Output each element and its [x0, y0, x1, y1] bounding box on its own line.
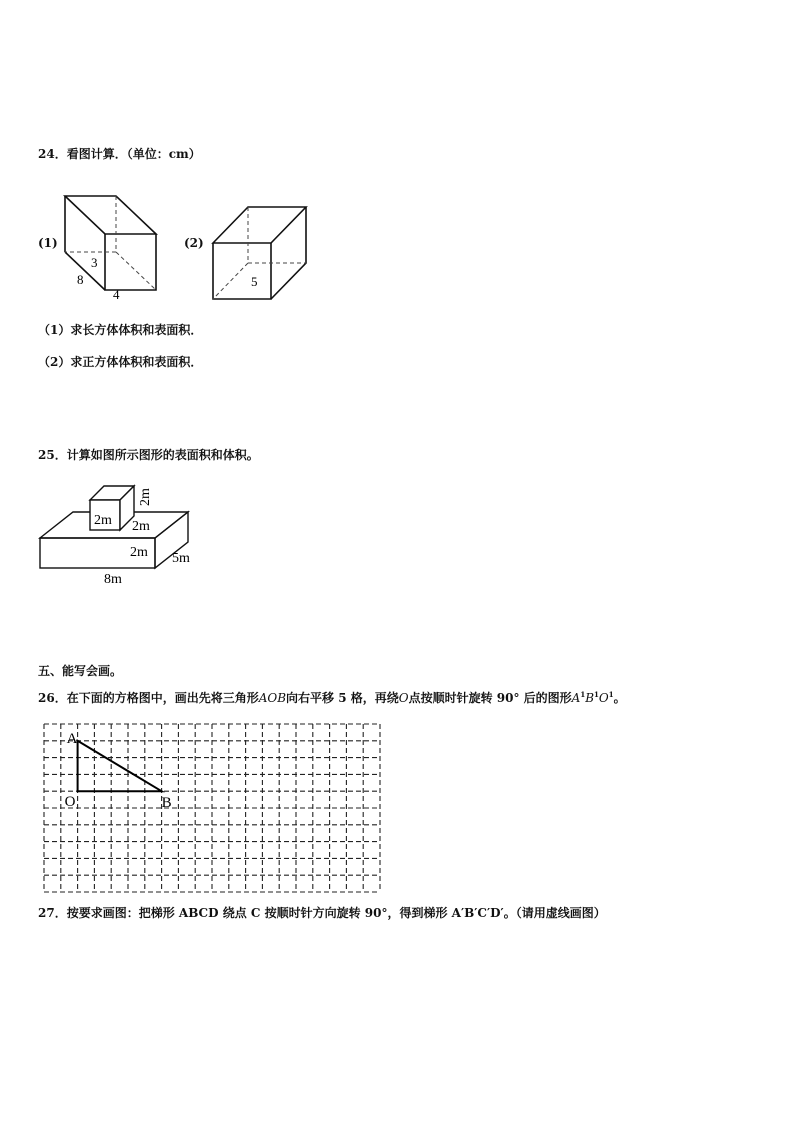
triangle-aob	[78, 741, 162, 791]
q24-title: 24．看图计算．（单位：cm）	[38, 147, 201, 161]
q26-result-b: B	[585, 691, 595, 705]
point-o-label: O	[64, 794, 76, 811]
cuboid-width-label: 4	[113, 287, 120, 302]
top-cube-front-label: 2m	[94, 513, 112, 528]
q27-text: 27．按要求画图：把梯形 ABCD 绕点 C 按顺时针方向旋转 90°，得到梯形 A′B′C′D′。（请用虚线画图）	[38, 906, 606, 920]
q24-sub2: （2）求正方体体积和表面积．	[38, 355, 203, 369]
q26-sup-a: 1	[580, 690, 586, 699]
point-b-label: B	[161, 795, 172, 812]
q24-fig1-label: (1)	[38, 236, 58, 250]
square-grid[interactable]	[40, 720, 386, 890]
q26-end: 。	[613, 691, 626, 705]
q26-text	[38, 688, 626, 705]
bottom-length-label: 8m	[104, 572, 122, 587]
cuboid-height-label: 3	[91, 255, 98, 270]
bottom-height-label: 2m	[130, 545, 148, 560]
cube-figure	[205, 200, 315, 310]
top-cube-height-label: 2m	[138, 488, 153, 506]
q26-text-before: 26．在下面的方格图中，画出先将三角形	[38, 691, 259, 705]
q24-fig2-label: (2)	[184, 236, 204, 250]
q25-title: 25．计算如图所示图形的表面积和体积。	[38, 448, 259, 462]
q26-result-a: A	[571, 691, 581, 705]
q24-sub1: （1）求长方体体积和表面积．	[38, 323, 203, 337]
q26-pivot: O	[398, 691, 409, 705]
top-cube-depth-label: 2m	[132, 519, 150, 534]
q26-sup-o: 1	[608, 690, 614, 699]
q26-shape-name: AOB	[258, 691, 287, 705]
cube-edge-label: 5	[251, 274, 258, 289]
q26-text-middle: 向右平移 5 格，再绕	[286, 691, 399, 705]
cuboid-depth-label: 8	[77, 272, 84, 287]
q26-result-o: O	[598, 691, 609, 705]
section5-title: 五、能写会画。	[38, 664, 123, 678]
cuboid-figure	[58, 192, 188, 302]
point-a-label: A	[66, 730, 78, 747]
bottom-depth-label: 5m	[172, 551, 190, 566]
q26-sup-b: 1	[594, 690, 599, 699]
stacked-blocks-figure	[38, 480, 208, 595]
q26-text-after: 点按顺时针旋转 90° 后的图形	[408, 691, 572, 705]
